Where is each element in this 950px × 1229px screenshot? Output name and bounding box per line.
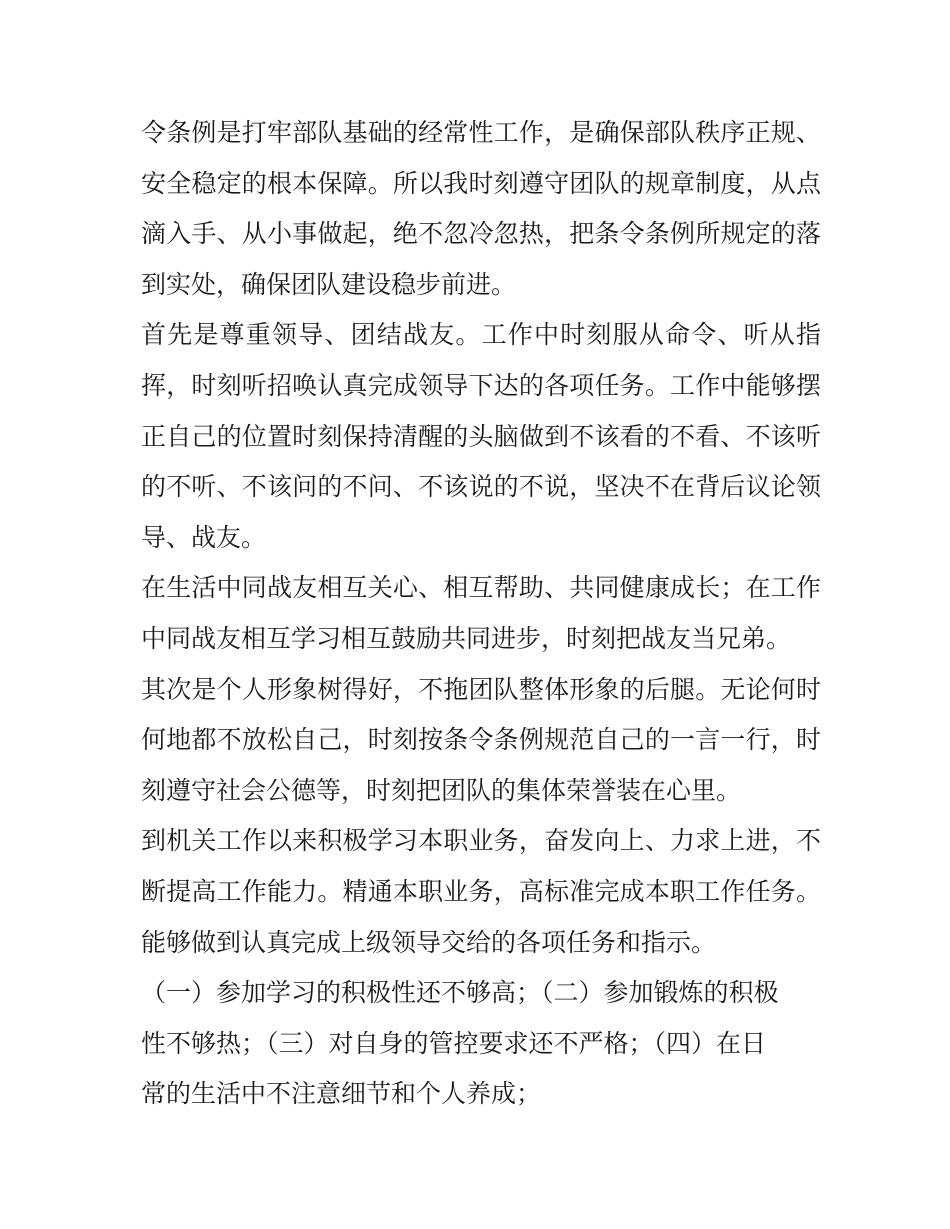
text-line: 正自己的位置时刻保持清醒的头脑做到不该看的不看、不该听 bbox=[141, 421, 821, 451]
text-line: 刻遵守社会公德等，时刻把团队的集体荣誉装在心里。 bbox=[141, 775, 742, 805]
text-line: 何地都不放松自己，时刻按条令条例规范自己的一言一行，时 bbox=[141, 725, 821, 755]
text-line: 到实处，确保团队建设稳步前进。 bbox=[141, 269, 517, 299]
text-line: 的不听、不该问的不问、不该说的不说，坚决不在背后议论领 bbox=[141, 472, 821, 502]
text-line: （一）参加学习的积极性还不够高；（二）参加锻炼的积极 bbox=[141, 978, 779, 1008]
text-line: 中同战友相互学习相互鼓励共同进步，时刻把战友当兄弟。 bbox=[141, 623, 792, 653]
text-line: 其次是个人形象树得好，不拖团队整体形象的后腿。无论何时 bbox=[141, 674, 821, 704]
text-line: 导、战友。 bbox=[141, 522, 267, 552]
text-line: 滴入手、从小事做起，绝不忽冷忽热，把条令条例所规定的落 bbox=[141, 219, 821, 249]
text-line: 首先是尊重领导、团结战友。工作中时刻服从命令、听从指 bbox=[141, 320, 821, 350]
text-line: 安全稳定的根本保障。所以我时刻遵守团队的规章制度，从点 bbox=[141, 168, 821, 198]
text-line: 到机关工作以来积极学习本职业务，奋发向上、力求上进，不 bbox=[141, 826, 821, 856]
text-line: 性不够热；（三）对自身的管控要求还不严格；（四）在日 bbox=[141, 1028, 767, 1058]
text-line: 令条例是打牢部队基础的经常性工作，是确保部队秩序正规、 bbox=[141, 118, 821, 147]
text-line: 挥，时刻听招唤认真完成领导下达的各项任务。工作中能够摆 bbox=[141, 370, 821, 400]
text-line: 常的生活中不注意细节和个人养成； bbox=[141, 1079, 542, 1109]
document-body bbox=[141, 108, 821, 1120]
text-line: 断提高工作能力。精通本职业务，高标准完成本职工作任务。 bbox=[141, 876, 821, 906]
text-line: 能够做到认真完成上级领导交给的各项任务和指示。 bbox=[141, 927, 717, 957]
text-line: 在生活中同战友相互关心、相互帮助、共同健康成长；在工作 bbox=[141, 573, 821, 603]
